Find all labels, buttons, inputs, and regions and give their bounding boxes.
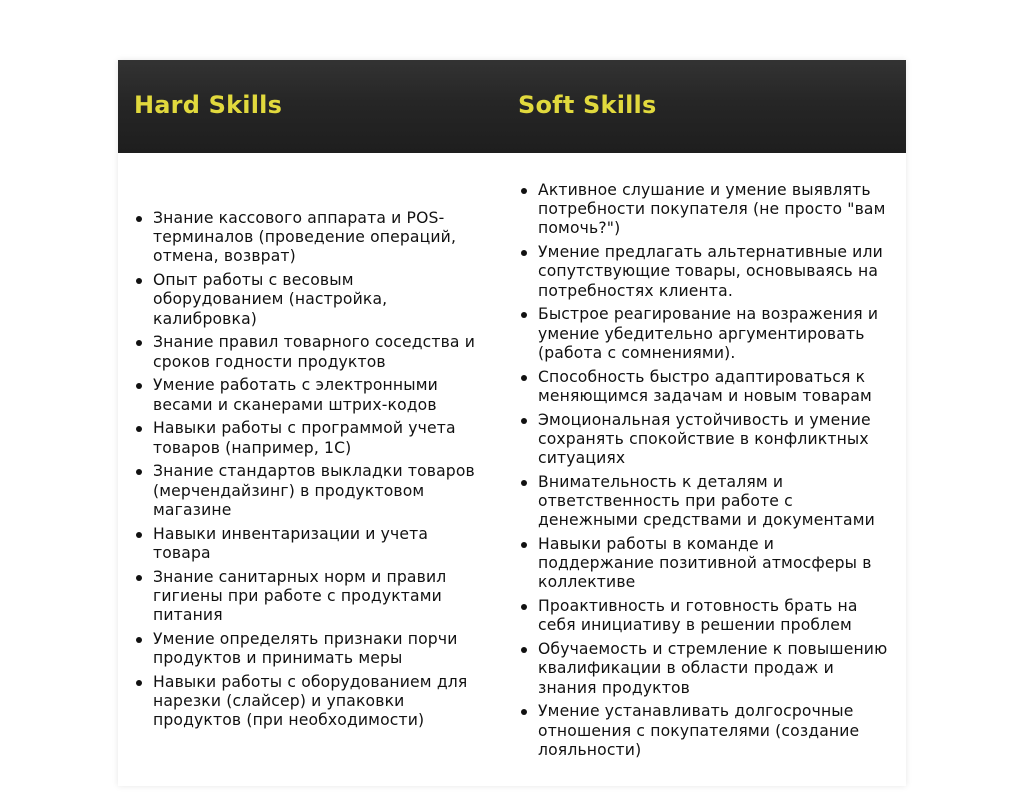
soft-skills-heading: Soft Skills [518, 91, 657, 119]
soft-skill-item: Эмоциональная устойчивость и умение сохранять спокойствие в конфликтных ситуациях [538, 411, 892, 469]
hard-skill-item: Умение определять признаки порчи продуктов и принимать меры [153, 630, 485, 668]
skills-table [118, 60, 906, 786]
hard-skills-heading: Hard Skills [134, 91, 283, 119]
soft-skill-item: Внимательность к деталям и ответственность при работе с денежными средствами и документами [538, 473, 892, 531]
hard-skills-list [153, 209, 485, 735]
hard-skill-item: Опыт работы с весовым оборудованием (настройка, калибровка) [153, 271, 485, 329]
soft-skill-item: Навыки работы в команде и поддержание позитивной атмосферы в коллективе [538, 535, 892, 593]
hard-skill-item: Умение работать с электронными весами и сканерами штрих-кодов [153, 376, 485, 414]
hard-skill-item: Знание правил товарного соседства и сроков годности продуктов [153, 333, 485, 371]
soft-skill-item: Быстрое реагирование на возражения и умение убедительно аргументировать (работа с сомнениями). [538, 305, 892, 363]
soft-skill-item: Умение устанавливать долгосрочные отношения с покупателями (создание лояльности) [538, 702, 892, 760]
hard-skill-item: Знание санитарных норм и правил гигиены при работе с продуктами питания [153, 568, 485, 626]
table-header [118, 60, 906, 153]
hard-skill-item: Навыки работы с оборудованием для нарезки (слайсер) и упаковки продуктов (при необходимости) [153, 673, 485, 731]
soft-skill-item: Проактивность и готовность брать на себя инициативу в решении проблем [538, 597, 892, 635]
hard-skill-item: Навыки работы с программой учета товаров (например, 1С) [153, 419, 485, 457]
soft-skills-list [538, 181, 892, 765]
soft-skill-item: Активное слушание и умение выявлять потребности покупателя (не просто "вам помочь?") [538, 181, 892, 239]
hard-skill-item: Знание кассового аппарата и POS-терминалов (проведение операций, отмена, возврат) [153, 209, 485, 267]
hard-skill-item: Знание стандартов выкладки товаров (мерчендайзинг) в продуктовом магазине [153, 462, 485, 520]
soft-skill-item: Способность быстро адаптироваться к меняющимся задачам и новым товарам [538, 368, 892, 406]
hard-skill-item: Навыки инвентаризации и учета товара [153, 525, 485, 563]
soft-skill-item: Обучаемость и стремление к повышению квалификации в области продаж и знания продуктов [538, 640, 892, 698]
soft-skill-item: Умение предлагать альтернативные или сопутствующие товары, основываясь на потребностях клиента. [538, 243, 892, 301]
